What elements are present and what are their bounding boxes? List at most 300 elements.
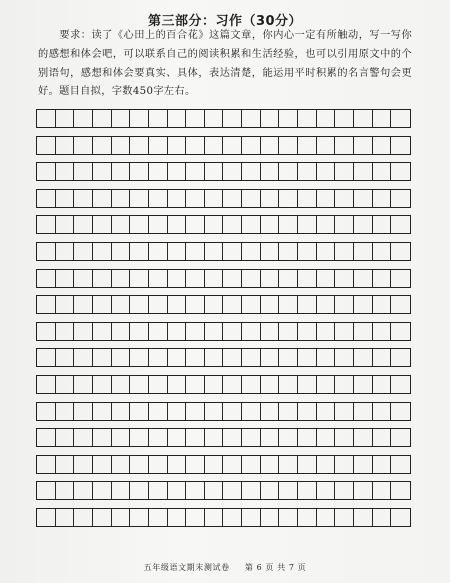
- grid-cell[interactable]: [37, 456, 56, 473]
- grid-cell[interactable]: [279, 376, 298, 393]
- grid-cell[interactable]: [186, 270, 205, 287]
- grid-cell[interactable]: [168, 216, 187, 233]
- grid-cell[interactable]: [93, 482, 112, 499]
- grid-cell[interactable]: [335, 429, 354, 446]
- grid-cell[interactable]: [205, 137, 224, 154]
- grid-cell[interactable]: [149, 429, 168, 446]
- grid-cell[interactable]: [74, 296, 93, 313]
- grid-cell[interactable]: [373, 243, 392, 260]
- grid-cell[interactable]: [391, 243, 410, 260]
- grid-cell[interactable]: [130, 429, 149, 446]
- grid-cell[interactable]: [112, 349, 131, 366]
- grid-cell[interactable]: [279, 270, 298, 287]
- grid-cell[interactable]: [130, 216, 149, 233]
- grid-cell[interactable]: [223, 323, 242, 340]
- grid-cell[interactable]: [335, 137, 354, 154]
- grid-cell[interactable]: [149, 509, 168, 526]
- grid-cell[interactable]: [223, 429, 242, 446]
- grid-cell[interactable]: [242, 190, 261, 207]
- grid-cell[interactable]: [149, 376, 168, 393]
- grid-cell[interactable]: [223, 349, 242, 366]
- grid-cell[interactable]: [391, 270, 410, 287]
- grid-cell[interactable]: [373, 429, 392, 446]
- grid-cell[interactable]: [205, 296, 224, 313]
- grid-cell[interactable]: [205, 376, 224, 393]
- grid-cell[interactable]: [279, 323, 298, 340]
- grid-cell[interactable]: [335, 376, 354, 393]
- grid-cell[interactable]: [112, 270, 131, 287]
- grid-cell[interactable]: [205, 456, 224, 473]
- grid-cell[interactable]: [112, 243, 131, 260]
- grid-cell[interactable]: [354, 110, 373, 127]
- grid-cell[interactable]: [279, 216, 298, 233]
- grid-cell[interactable]: [373, 509, 392, 526]
- grid-cell[interactable]: [279, 296, 298, 313]
- grid-cell[interactable]: [317, 110, 336, 127]
- grid-cell[interactable]: [298, 482, 317, 499]
- grid-cell[interactable]: [261, 482, 280, 499]
- grid-cell[interactable]: [56, 110, 75, 127]
- grid-cell[interactable]: [354, 190, 373, 207]
- grid-cell[interactable]: [186, 296, 205, 313]
- grid-cell[interactable]: [37, 110, 56, 127]
- grid-cell[interactable]: [223, 216, 242, 233]
- grid-cell[interactable]: [112, 137, 131, 154]
- grid-row[interactable]: [36, 189, 411, 208]
- grid-cell[interactable]: [37, 349, 56, 366]
- writing-grid[interactable]: [36, 109, 411, 535]
- grid-cell[interactable]: [261, 163, 280, 180]
- grid-cell[interactable]: [335, 349, 354, 366]
- grid-cell[interactable]: [149, 482, 168, 499]
- grid-cell[interactable]: [56, 296, 75, 313]
- grid-cell[interactable]: [354, 296, 373, 313]
- grid-cell[interactable]: [130, 163, 149, 180]
- grid-cell[interactable]: [205, 216, 224, 233]
- grid-cell[interactable]: [56, 429, 75, 446]
- grid-cell[interactable]: [373, 376, 392, 393]
- grid-cell[interactable]: [242, 296, 261, 313]
- grid-cell[interactable]: [317, 190, 336, 207]
- grid-cell[interactable]: [298, 243, 317, 260]
- grid-cell[interactable]: [335, 509, 354, 526]
- grid-cell[interactable]: [168, 270, 187, 287]
- grid-cell[interactable]: [335, 482, 354, 499]
- grid-cell[interactable]: [93, 270, 112, 287]
- grid-cell[interactable]: [317, 270, 336, 287]
- grid-cell[interactable]: [186, 110, 205, 127]
- grid-cell[interactable]: [93, 190, 112, 207]
- grid-cell[interactable]: [74, 456, 93, 473]
- grid-cell[interactable]: [130, 403, 149, 420]
- grid-cell[interactable]: [354, 429, 373, 446]
- grid-row[interactable]: [36, 162, 411, 181]
- grid-cell[interactable]: [74, 323, 93, 340]
- grid-cell[interactable]: [93, 137, 112, 154]
- grid-cell[interactable]: [168, 509, 187, 526]
- grid-cell[interactable]: [261, 190, 280, 207]
- grid-cell[interactable]: [373, 163, 392, 180]
- grid-cell[interactable]: [242, 243, 261, 260]
- grid-cell[interactable]: [168, 190, 187, 207]
- grid-cell[interactable]: [373, 349, 392, 366]
- grid-cell[interactable]: [168, 376, 187, 393]
- grid-cell[interactable]: [354, 349, 373, 366]
- grid-cell[interactable]: [56, 456, 75, 473]
- grid-cell[interactable]: [37, 216, 56, 233]
- grid-cell[interactable]: [37, 509, 56, 526]
- grid-cell[interactable]: [335, 190, 354, 207]
- grid-cell[interactable]: [354, 509, 373, 526]
- grid-cell[interactable]: [93, 456, 112, 473]
- grid-cell[interactable]: [168, 403, 187, 420]
- grid-cell[interactable]: [93, 243, 112, 260]
- grid-cell[interactable]: [242, 403, 261, 420]
- grid-cell[interactable]: [391, 190, 410, 207]
- grid-cell[interactable]: [298, 216, 317, 233]
- grid-cell[interactable]: [74, 482, 93, 499]
- grid-cell[interactable]: [112, 456, 131, 473]
- grid-cell[interactable]: [186, 482, 205, 499]
- grid-cell[interactable]: [354, 323, 373, 340]
- grid-cell[interactable]: [261, 323, 280, 340]
- grid-cell[interactable]: [93, 296, 112, 313]
- grid-cell[interactable]: [391, 376, 410, 393]
- grid-row[interactable]: [36, 428, 411, 447]
- grid-cell[interactable]: [74, 509, 93, 526]
- grid-cell[interactable]: [354, 163, 373, 180]
- grid-cell[interactable]: [298, 403, 317, 420]
- grid-row[interactable]: [36, 215, 411, 234]
- grid-row[interactable]: [36, 242, 411, 261]
- grid-cell[interactable]: [130, 137, 149, 154]
- grid-cell[interactable]: [317, 456, 336, 473]
- grid-cell[interactable]: [37, 137, 56, 154]
- grid-cell[interactable]: [112, 429, 131, 446]
- grid-row[interactable]: [36, 481, 411, 500]
- grid-cell[interactable]: [74, 349, 93, 366]
- grid-cell[interactable]: [335, 296, 354, 313]
- grid-cell[interactable]: [261, 456, 280, 473]
- grid-cell[interactable]: [93, 163, 112, 180]
- grid-cell[interactable]: [223, 482, 242, 499]
- grid-cell[interactable]: [298, 163, 317, 180]
- grid-cell[interactable]: [37, 163, 56, 180]
- grid-row[interactable]: [36, 322, 411, 341]
- grid-cell[interactable]: [279, 349, 298, 366]
- grid-cell[interactable]: [335, 456, 354, 473]
- grid-cell[interactable]: [391, 110, 410, 127]
- grid-cell[interactable]: [317, 482, 336, 499]
- grid-cell[interactable]: [298, 323, 317, 340]
- grid-cell[interactable]: [93, 429, 112, 446]
- grid-cell[interactable]: [261, 376, 280, 393]
- grid-cell[interactable]: [56, 509, 75, 526]
- grid-cell[interactable]: [317, 403, 336, 420]
- grid-cell[interactable]: [56, 137, 75, 154]
- grid-cell[interactable]: [205, 482, 224, 499]
- grid-cell[interactable]: [317, 429, 336, 446]
- grid-cell[interactable]: [317, 243, 336, 260]
- grid-cell[interactable]: [112, 163, 131, 180]
- grid-cell[interactable]: [168, 349, 187, 366]
- grid-cell[interactable]: [373, 110, 392, 127]
- grid-cell[interactable]: [149, 190, 168, 207]
- grid-cell[interactable]: [186, 403, 205, 420]
- grid-cell[interactable]: [56, 216, 75, 233]
- grid-cell[interactable]: [205, 349, 224, 366]
- grid-cell[interactable]: [205, 323, 224, 340]
- grid-cell[interactable]: [298, 456, 317, 473]
- grid-cell[interactable]: [74, 429, 93, 446]
- grid-cell[interactable]: [391, 509, 410, 526]
- grid-cell[interactable]: [298, 376, 317, 393]
- grid-cell[interactable]: [317, 296, 336, 313]
- grid-cell[interactable]: [56, 270, 75, 287]
- grid-cell[interactable]: [391, 296, 410, 313]
- grid-cell[interactable]: [186, 243, 205, 260]
- grid-row[interactable]: [36, 295, 411, 314]
- grid-cell[interactable]: [168, 482, 187, 499]
- grid-cell[interactable]: [130, 110, 149, 127]
- grid-cell[interactable]: [298, 137, 317, 154]
- grid-cell[interactable]: [56, 482, 75, 499]
- grid-cell[interactable]: [242, 216, 261, 233]
- grid-cell[interactable]: [242, 482, 261, 499]
- grid-cell[interactable]: [186, 456, 205, 473]
- grid-cell[interactable]: [223, 456, 242, 473]
- grid-cell[interactable]: [186, 349, 205, 366]
- grid-cell[interactable]: [74, 163, 93, 180]
- grid-cell[interactable]: [335, 270, 354, 287]
- grid-cell[interactable]: [279, 456, 298, 473]
- grid-cell[interactable]: [261, 110, 280, 127]
- grid-cell[interactable]: [279, 163, 298, 180]
- grid-cell[interactable]: [56, 323, 75, 340]
- grid-cell[interactable]: [130, 243, 149, 260]
- grid-cell[interactable]: [223, 137, 242, 154]
- grid-cell[interactable]: [112, 296, 131, 313]
- grid-cell[interactable]: [130, 349, 149, 366]
- grid-cell[interactable]: [223, 163, 242, 180]
- grid-cell[interactable]: [391, 456, 410, 473]
- grid-cell[interactable]: [391, 403, 410, 420]
- grid-cell[interactable]: [223, 110, 242, 127]
- grid-cell[interactable]: [354, 137, 373, 154]
- grid-cell[interactable]: [391, 137, 410, 154]
- grid-cell[interactable]: [130, 296, 149, 313]
- grid-cell[interactable]: [205, 110, 224, 127]
- grid-cell[interactable]: [168, 110, 187, 127]
- grid-cell[interactable]: [261, 270, 280, 287]
- grid-cell[interactable]: [354, 482, 373, 499]
- grid-cell[interactable]: [298, 429, 317, 446]
- grid-cell[interactable]: [56, 243, 75, 260]
- grid-cell[interactable]: [74, 270, 93, 287]
- grid-cell[interactable]: [149, 456, 168, 473]
- grid-cell[interactable]: [242, 323, 261, 340]
- grid-cell[interactable]: [149, 243, 168, 260]
- grid-cell[interactable]: [261, 429, 280, 446]
- grid-cell[interactable]: [223, 403, 242, 420]
- grid-cell[interactable]: [223, 270, 242, 287]
- grid-cell[interactable]: [261, 243, 280, 260]
- grid-cell[interactable]: [261, 296, 280, 313]
- grid-cell[interactable]: [37, 243, 56, 260]
- grid-cell[interactable]: [37, 403, 56, 420]
- grid-cell[interactable]: [373, 456, 392, 473]
- grid-cell[interactable]: [317, 216, 336, 233]
- grid-cell[interactable]: [298, 190, 317, 207]
- grid-cell[interactable]: [149, 163, 168, 180]
- grid-cell[interactable]: [317, 349, 336, 366]
- grid-cell[interactable]: [205, 429, 224, 446]
- grid-cell[interactable]: [223, 190, 242, 207]
- grid-cell[interactable]: [93, 323, 112, 340]
- grid-cell[interactable]: [373, 323, 392, 340]
- grid-cell[interactable]: [112, 403, 131, 420]
- grid-cell[interactable]: [168, 456, 187, 473]
- grid-cell[interactable]: [354, 403, 373, 420]
- grid-cell[interactable]: [391, 429, 410, 446]
- grid-cell[interactable]: [298, 509, 317, 526]
- grid-cell[interactable]: [261, 137, 280, 154]
- grid-cell[interactable]: [223, 509, 242, 526]
- grid-cell[interactable]: [373, 403, 392, 420]
- grid-row[interactable]: [36, 455, 411, 474]
- grid-cell[interactable]: [56, 163, 75, 180]
- grid-cell[interactable]: [373, 270, 392, 287]
- grid-cell[interactable]: [149, 110, 168, 127]
- grid-cell[interactable]: [354, 243, 373, 260]
- grid-cell[interactable]: [93, 403, 112, 420]
- grid-cell[interactable]: [205, 243, 224, 260]
- grid-cell[interactable]: [373, 482, 392, 499]
- grid-cell[interactable]: [130, 482, 149, 499]
- grid-cell[interactable]: [242, 376, 261, 393]
- grid-cell[interactable]: [391, 163, 410, 180]
- grid-row[interactable]: [36, 375, 411, 394]
- grid-cell[interactable]: [130, 509, 149, 526]
- grid-cell[interactable]: [37, 323, 56, 340]
- grid-cell[interactable]: [242, 110, 261, 127]
- grid-cell[interactable]: [279, 429, 298, 446]
- grid-cell[interactable]: [317, 509, 336, 526]
- grid-cell[interactable]: [112, 323, 131, 340]
- grid-cell[interactable]: [112, 376, 131, 393]
- grid-cell[interactable]: [205, 403, 224, 420]
- grid-cell[interactable]: [186, 190, 205, 207]
- grid-cell[interactable]: [93, 349, 112, 366]
- grid-cell[interactable]: [149, 137, 168, 154]
- grid-cell[interactable]: [37, 376, 56, 393]
- grid-cell[interactable]: [242, 456, 261, 473]
- grid-cell[interactable]: [205, 190, 224, 207]
- grid-cell[interactable]: [298, 349, 317, 366]
- grid-cell[interactable]: [373, 216, 392, 233]
- grid-cell[interactable]: [186, 163, 205, 180]
- grid-cell[interactable]: [149, 296, 168, 313]
- grid-cell[interactable]: [112, 190, 131, 207]
- grid-cell[interactable]: [112, 509, 131, 526]
- grid-cell[interactable]: [74, 376, 93, 393]
- grid-cell[interactable]: [56, 190, 75, 207]
- grid-cell[interactable]: [223, 243, 242, 260]
- grid-cell[interactable]: [205, 163, 224, 180]
- grid-cell[interactable]: [354, 456, 373, 473]
- grid-cell[interactable]: [93, 376, 112, 393]
- grid-cell[interactable]: [186, 137, 205, 154]
- grid-cell[interactable]: [242, 163, 261, 180]
- grid-cell[interactable]: [261, 216, 280, 233]
- grid-cell[interactable]: [130, 376, 149, 393]
- grid-cell[interactable]: [37, 270, 56, 287]
- grid-cell[interactable]: [56, 376, 75, 393]
- grid-cell[interactable]: [298, 110, 317, 127]
- grid-cell[interactable]: [74, 110, 93, 127]
- grid-cell[interactable]: [335, 216, 354, 233]
- grid-cell[interactable]: [37, 482, 56, 499]
- grid-cell[interactable]: [130, 456, 149, 473]
- grid-cell[interactable]: [373, 296, 392, 313]
- grid-cell[interactable]: [317, 376, 336, 393]
- grid-cell[interactable]: [130, 270, 149, 287]
- grid-cell[interactable]: [112, 216, 131, 233]
- grid-cell[interactable]: [279, 243, 298, 260]
- grid-cell[interactable]: [56, 403, 75, 420]
- grid-cell[interactable]: [205, 270, 224, 287]
- grid-cell[interactable]: [242, 137, 261, 154]
- grid-cell[interactable]: [74, 216, 93, 233]
- grid-cell[interactable]: [279, 403, 298, 420]
- grid-cell[interactable]: [186, 429, 205, 446]
- grid-cell[interactable]: [242, 509, 261, 526]
- grid-row[interactable]: [36, 508, 411, 527]
- grid-cell[interactable]: [186, 216, 205, 233]
- grid-cell[interactable]: [298, 270, 317, 287]
- grid-cell[interactable]: [93, 216, 112, 233]
- grid-cell[interactable]: [242, 270, 261, 287]
- grid-cell[interactable]: [168, 137, 187, 154]
- grid-cell[interactable]: [74, 403, 93, 420]
- grid-cell[interactable]: [186, 323, 205, 340]
- grid-cell[interactable]: [74, 190, 93, 207]
- grid-cell[interactable]: [279, 482, 298, 499]
- grid-cell[interactable]: [149, 323, 168, 340]
- grid-cell[interactable]: [223, 376, 242, 393]
- grid-row[interactable]: [36, 269, 411, 288]
- grid-cell[interactable]: [261, 349, 280, 366]
- grid-cell[interactable]: [261, 509, 280, 526]
- grid-cell[interactable]: [242, 429, 261, 446]
- grid-cell[interactable]: [74, 243, 93, 260]
- grid-cell[interactable]: [317, 137, 336, 154]
- grid-cell[interactable]: [186, 376, 205, 393]
- grid-cell[interactable]: [37, 296, 56, 313]
- grid-row[interactable]: [36, 136, 411, 155]
- grid-cell[interactable]: [354, 270, 373, 287]
- grid-cell[interactable]: [354, 376, 373, 393]
- grid-cell[interactable]: [279, 509, 298, 526]
- grid-cell[interactable]: [149, 270, 168, 287]
- grid-cell[interactable]: [56, 349, 75, 366]
- grid-cell[interactable]: [373, 137, 392, 154]
- grid-cell[interactable]: [149, 349, 168, 366]
- grid-cell[interactable]: [335, 110, 354, 127]
- grid-cell[interactable]: [168, 163, 187, 180]
- grid-cell[interactable]: [205, 509, 224, 526]
- grid-cell[interactable]: [74, 137, 93, 154]
